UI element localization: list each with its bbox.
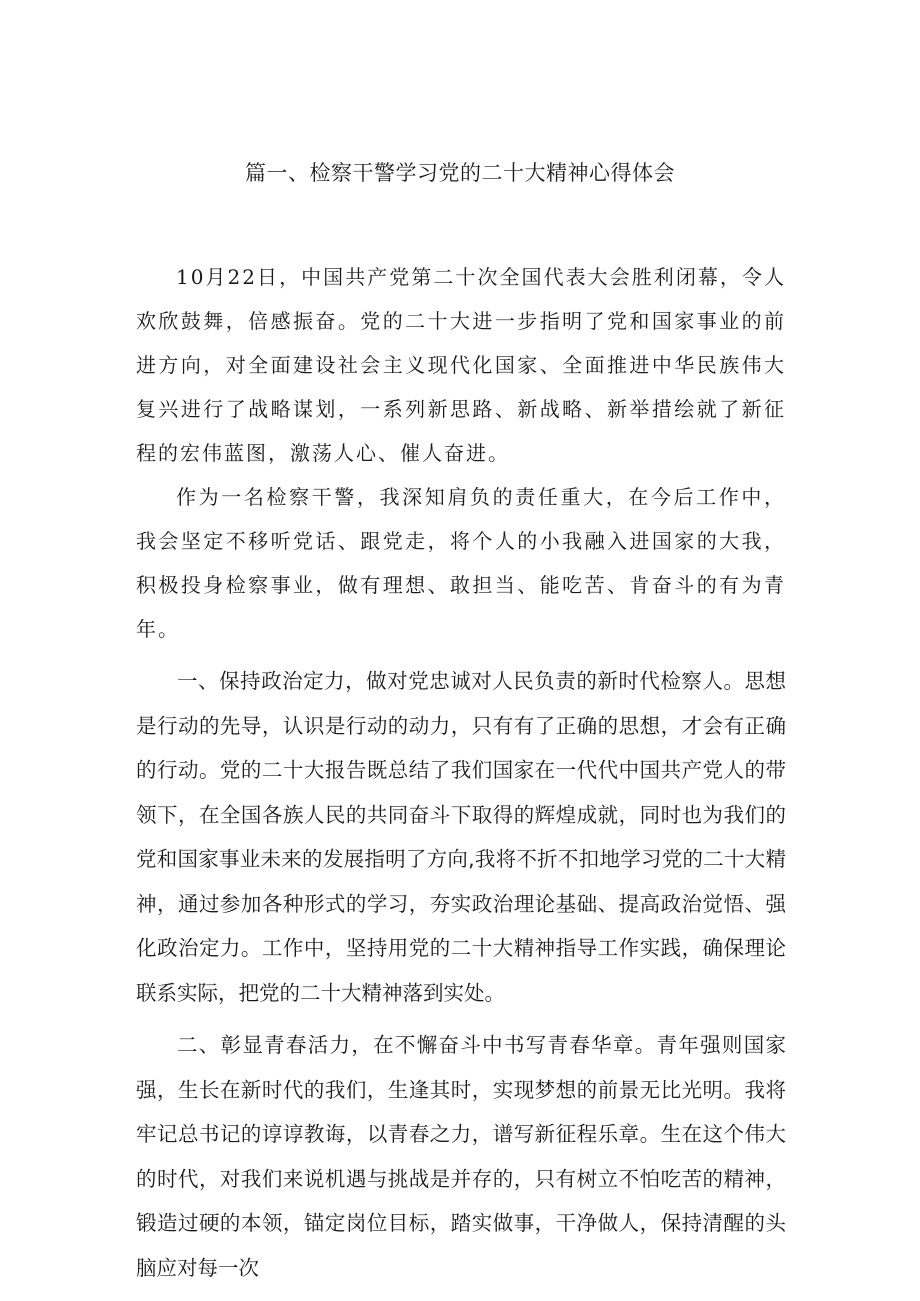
paragraph-section-one: 一、保持政治定力，做对党忠诚对人民负责的新时代检察人。思想是行动的先导，认识是行动的动力，只有有了正确的思想，才会有正确的行动。党的二十大报告既总结了我们国家在一代代中国共产党人的带领下，在全国各族人民的共同奋斗下取得的辉煌成就，同时也为我们的党和国家事业未来的发展指明了方向,我将不折不扣地学习党的二十大精神，通过参加各种形式的学习，夯实政治理论基础、提高政治觉悟、强化政治定力。工作中，坚持用党的二十大精神指导工作实践，确保理论联系实际，把党的二十大精神落到实处。 <box>136 669 786 1005</box>
paragraph-commitment: 作为一名检察干警，我深知肩负的责任重大，在今后工作中，我会坚定不移听党话、跟党走，将个人的小我融入进国家的大我，积极投身检察事业，做有理想、敢担当、能吃苦、肯奋斗的有为青年。 <box>136 485 786 641</box>
paragraph-intro: 10月22日，中国共产党第二十次全国代表大会胜利闭幕，令人欢欣鼓舞，倍感振奋。党的二十大进一步指明了党和国家事业的前进方向，对全面建设社会主义现代化国家、全面推进中华民族伟大复兴进行了战略谋划，一系列新思路、新战略、新举措绘就了新征程的宏伟蓝图，激荡人心、催人奋进。 <box>136 265 786 465</box>
document-body <box>136 255 786 1290</box>
document-title: 篇一、检察干警学习党的二十大精神心得体会 <box>245 161 675 185</box>
paragraph-section-two: 二、彰显青春活力，在不懈奋斗中书写青春华章。青年强则国家强，生长在新时代的我们，生逢其时，实现梦想的前景无比光明。我将牢记总书记的谆谆教诲，以青春之力，谱写新征程乐章。生在这个伟大的时代，对我们来说机遇与挑战是并存的，只有树立不怕吃苦的精神，锻造过硬的本领，锚定岗位目标，踏实做事，干净做人，保持清醒的头脑应对每一次 <box>136 1033 786 1280</box>
